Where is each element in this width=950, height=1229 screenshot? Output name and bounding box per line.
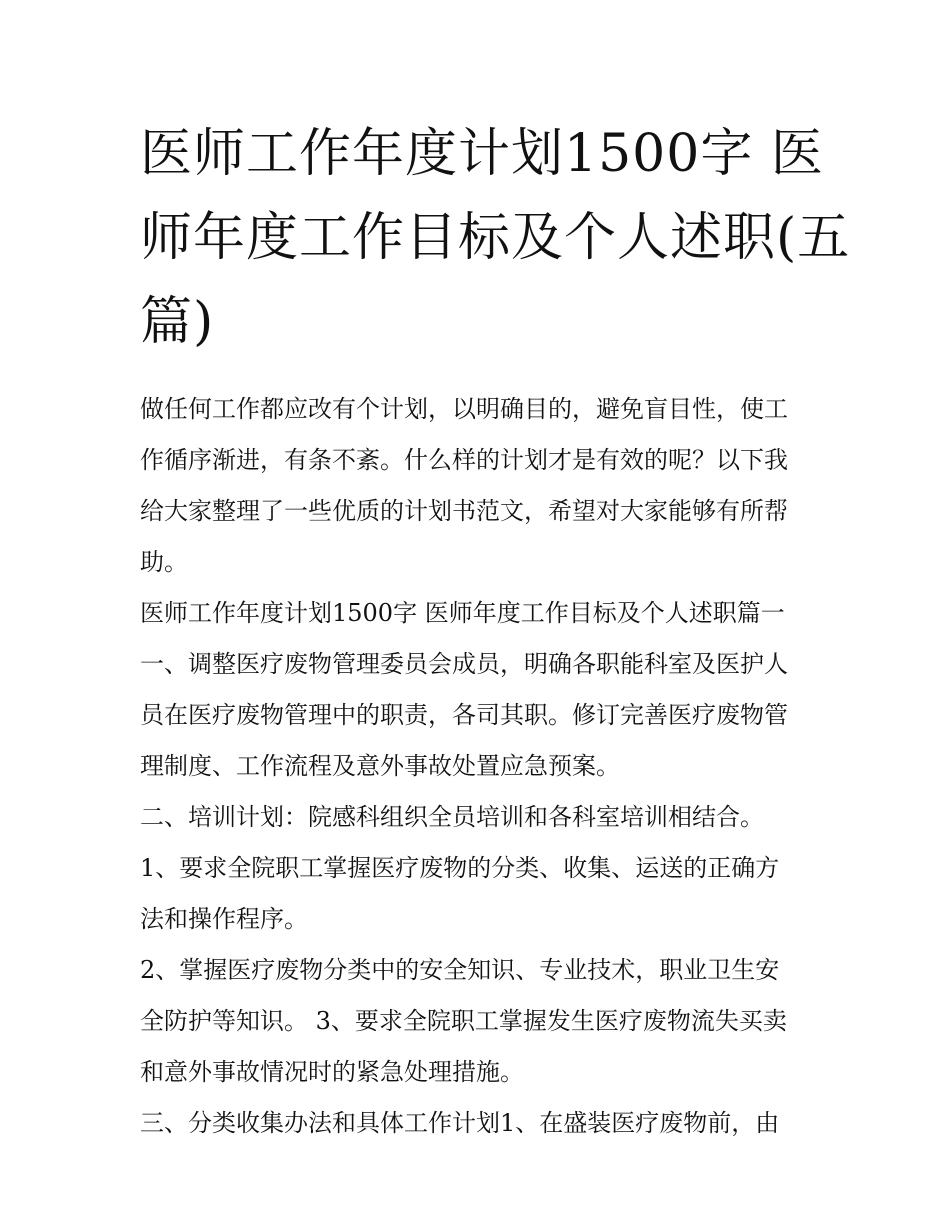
section-heading bbox=[140, 588, 812, 639]
title-line: 篇) bbox=[140, 292, 215, 352]
text-line: 给大家整理了一些优质的计划书范文，希望对大家能够有所帮 bbox=[140, 497, 788, 525]
body-paragraph bbox=[140, 1098, 812, 1149]
text-line: 三、分类收集办法和具体工作计划1、在盛装医疗废物前，由 bbox=[140, 1109, 780, 1137]
text-line: 1、要求全院职工掌握医疗废物的分类、收集、运送的正确方 bbox=[140, 854, 780, 882]
title-line: 医师工作年度计划1500字 医 bbox=[140, 124, 824, 184]
text-line: 理制度、工作流程及意外事故处置应急预案。 bbox=[140, 752, 620, 780]
document-page bbox=[140, 112, 851, 1149]
text-line: 2、掌握医疗废物分类中的安全知识、专业技术，职业卫生安 bbox=[140, 956, 780, 984]
text-line: 作循序渐进，有条不紊。什么样的计划才是有效的呢？以下我 bbox=[140, 446, 788, 474]
document-title bbox=[140, 112, 851, 364]
title-line: 师年度工作目标及个人述职(五 bbox=[140, 208, 851, 268]
body-paragraph bbox=[140, 639, 812, 792]
text-line: 医师工作年度计划1500字 医师年度工作目标及个人述职篇一 bbox=[140, 599, 785, 627]
document-body bbox=[140, 384, 812, 1149]
text-line: 法和操作程序。 bbox=[140, 905, 308, 933]
text-line: 二、培训计划：院感科组织全员培训和各科室培训相结合。 bbox=[140, 803, 764, 831]
text-line: 助。 bbox=[140, 548, 188, 576]
intro-paragraph bbox=[140, 384, 812, 588]
body-paragraph bbox=[140, 792, 812, 843]
text-line: 和意外事故情况时的紧急处理措施。 bbox=[140, 1058, 524, 1086]
text-line: 员在医疗废物管理中的职责，各司其职。修订完善医疗废物管 bbox=[140, 701, 788, 729]
text-line: 做任何工作都应改有个计划，以明确目的，避免盲目性，使工 bbox=[140, 395, 788, 423]
body-paragraph bbox=[140, 945, 812, 1098]
text-line: 一、调整医疗废物管理委员会成员，明确各职能科室及医护人 bbox=[140, 650, 788, 678]
text-line: 全防护等知识。 3、要求全院职工掌握发生医疗废物流失买卖 bbox=[140, 1007, 787, 1035]
body-paragraph bbox=[140, 843, 812, 945]
